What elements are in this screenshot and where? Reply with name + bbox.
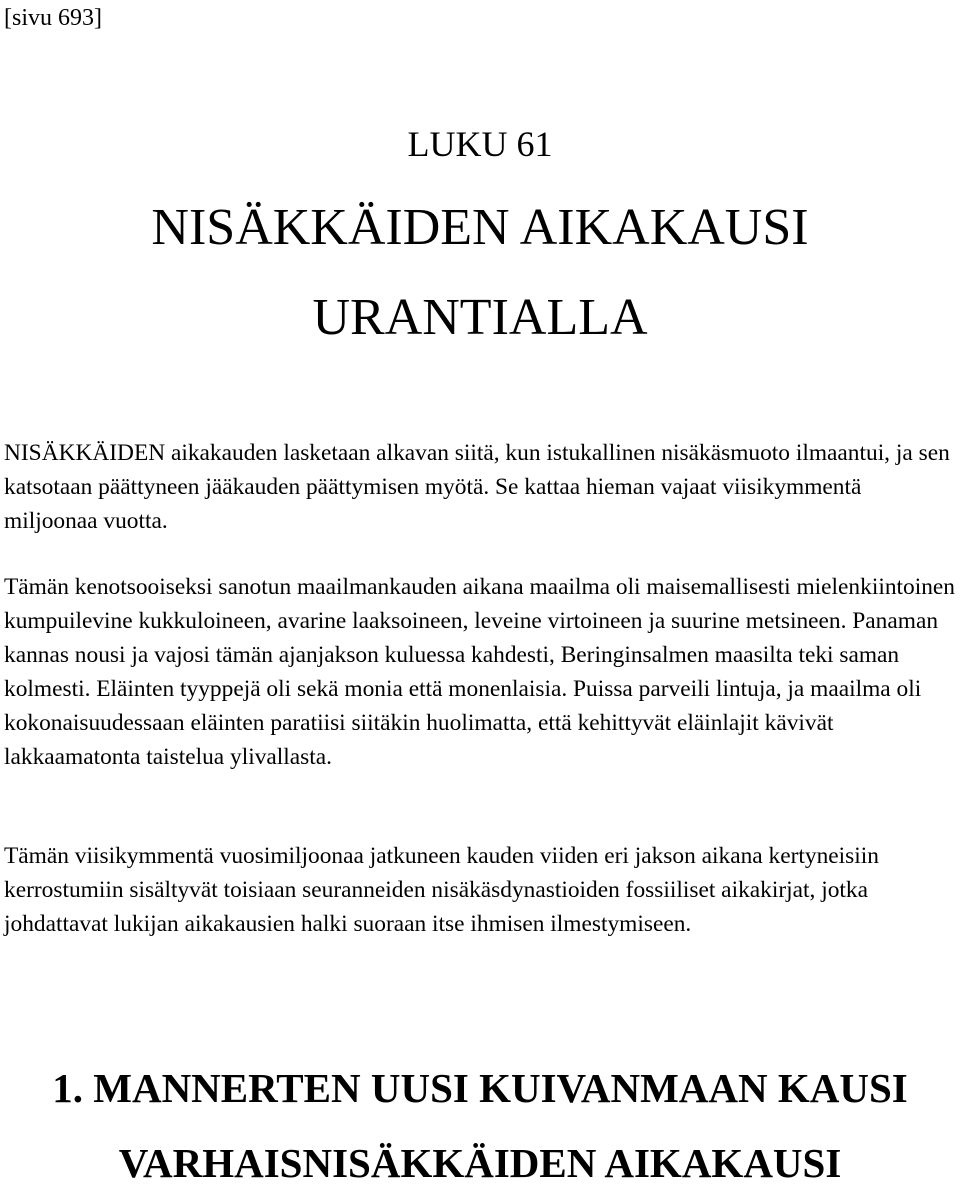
section-heading: 1. MANNERTEN UUSI KUIVANMAAN KAUSI — [52, 1065, 908, 1111]
paragraph-cenozoic: Tämän kenotsooiseksi sanotun maailmankauden aikana maailma oli maisemallisesti mielenkiintoinen kumpuilevine kukkuloineen, avarine laaksoineen, leveine virtoineen ja suurine metsineen. Panaman kannas nousi ja vajosi tämän ajanjakson kuluessa kahdesti, Beringinsalmen maasilta teki saman kolmesti. Eläinten tyyppejä oli sekä monia että monenlaisia. Puissa parveili lintuja, ja maailma oli kokonaisuudessaan eläinten paratiisi siitäkin huolimatta, että kehittyvät eläinlajit kävivät lakkaamatonta taistelua ylivallasta. — [4, 574, 955, 770]
paragraph-fossil-record: Tämän viisikymmentä vuosimiljoonaa jatkuneen kauden viiden eri jakson aikana kertyneisiin kerrostumiin sisältyvät toisiaan seuranneiden nisäkäsdynastioiden fossiiliset aikakirjat, jotka johdattavat lukijan aikakausien halki suoraan itse ihmisen ilmestymiseen. — [4, 843, 879, 937]
section-subheading: VARHAISNISÄKKÄIDEN AIKAKAUSI — [118, 1140, 842, 1186]
chapter-number: LUKU 61 — [407, 124, 553, 164]
page-marker: [sivu 693] — [4, 5, 102, 31]
chapter-title-line-1: NISÄKKÄIDEN AIKAKAUSI — [151, 199, 809, 256]
chapter-title-line-2: URANTIALLA — [312, 289, 648, 346]
paragraph-intro: NISÄKKÄIDEN aikakauden lasketaan alkavan siitä, kun istukallinen nisäkäsmuoto ilmaantui, ja sen katsotaan päättyneen jääkauden päättymisen myötä. Se kattaa hieman vajaat viisikymmentä miljoonaa vuotta. — [4, 440, 950, 534]
